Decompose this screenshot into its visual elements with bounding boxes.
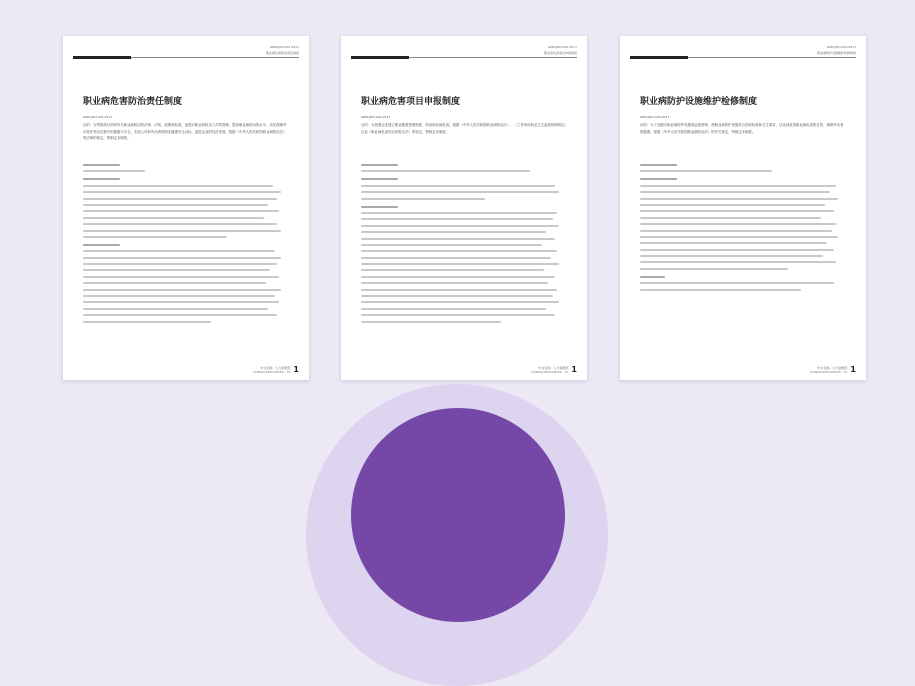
page-footer [531,366,577,374]
header-subtitle: 职业病危害项目申报制度 [543,51,577,55]
header-code: GPPL/JKH-001-2017 [269,45,299,49]
intro-paragraph: 目的：为加强企业建立职业健康管理制度，防治职业病危害。根据《中华人民共和国职业病防治法》、《工作场所职业卫生监督管理规定》以及《职业病危害项目申报办法》的规定，特制定本制度。 [361,123,567,134]
header-code: GPPL/JKH-003-2017 [826,45,856,49]
header-bar [351,56,409,59]
header-subtitle: 职业病危害防治责任制度 [265,51,299,55]
footer-company-en: HUMAN RESOURCES · TC [810,370,848,374]
footer-company [531,366,568,374]
page-footer [810,366,856,374]
header-bar [630,56,688,59]
footer-company [253,366,290,374]
page-footer [253,366,299,374]
document-page-2 [341,36,587,380]
footer-company [810,366,847,374]
header-code: GPPL/JKH-002-2017 [547,45,577,49]
footer-company-cn: 中文名称：人力资源部 [817,366,848,370]
standard-number: GPPL/JKH-003-2017 [640,115,670,119]
body-text-lines [83,164,289,327]
page-number: 1 [293,365,299,374]
footer-company-cn: 中文名称：人力资源部 [260,366,291,370]
standard-number: GPPL/JKH-002-2017 [361,115,391,119]
footer-company-cn: 中文名称：人力资源部 [538,366,569,370]
document-page-3 [620,36,866,380]
page-number: 1 [850,365,856,374]
header-bar [73,56,131,59]
footer-company-en: HUMAN RESOURCES · TC [531,370,569,374]
document-title: 职业病防护设施维护检修制度 [640,97,758,107]
body-text-lines [640,164,846,295]
page-header [351,45,577,58]
page-header [630,45,856,58]
footer-company-en: HUMAN RESOURCES · TC [253,370,291,374]
header-subtitle: 职业病防护设施维护检修制度 [816,51,856,55]
decorative-circle-inner [351,408,565,622]
standard-number: GPPL/JKH-001-2017 [83,115,113,119]
page-number: 1 [571,365,577,374]
page-header [73,45,299,58]
intro-paragraph: 目的：为贯彻执行国家有关职业病防治的法律、法规、政策和标准，加强对职业病防治工作的管理，提高职业病防治的水平，切实保障劳动者在劳动过程中的健康与安全，实现公司和劳动者的职业健康安全目标，促进企业的经济发展，根据《中华人民共和国职业病防治法》等法律的规定，特制定本制度。 [83,123,287,141]
document-page-1 [63,36,309,380]
document-title: 职业病危害防治责任制度 [83,97,183,107]
body-text-lines [361,164,567,327]
document-title: 职业病危害项目申报制度 [361,97,461,107]
intro-paragraph: 目的：为了加强对职业病防护设施的监督管理，使职业病防护设施符合国家标准和卫生要求，以达到改善职业病危害的目的，保障劳动者的健康。根据《中华人民共和国职业病防治法》的有关规定，特制定本制度。 [640,123,844,134]
